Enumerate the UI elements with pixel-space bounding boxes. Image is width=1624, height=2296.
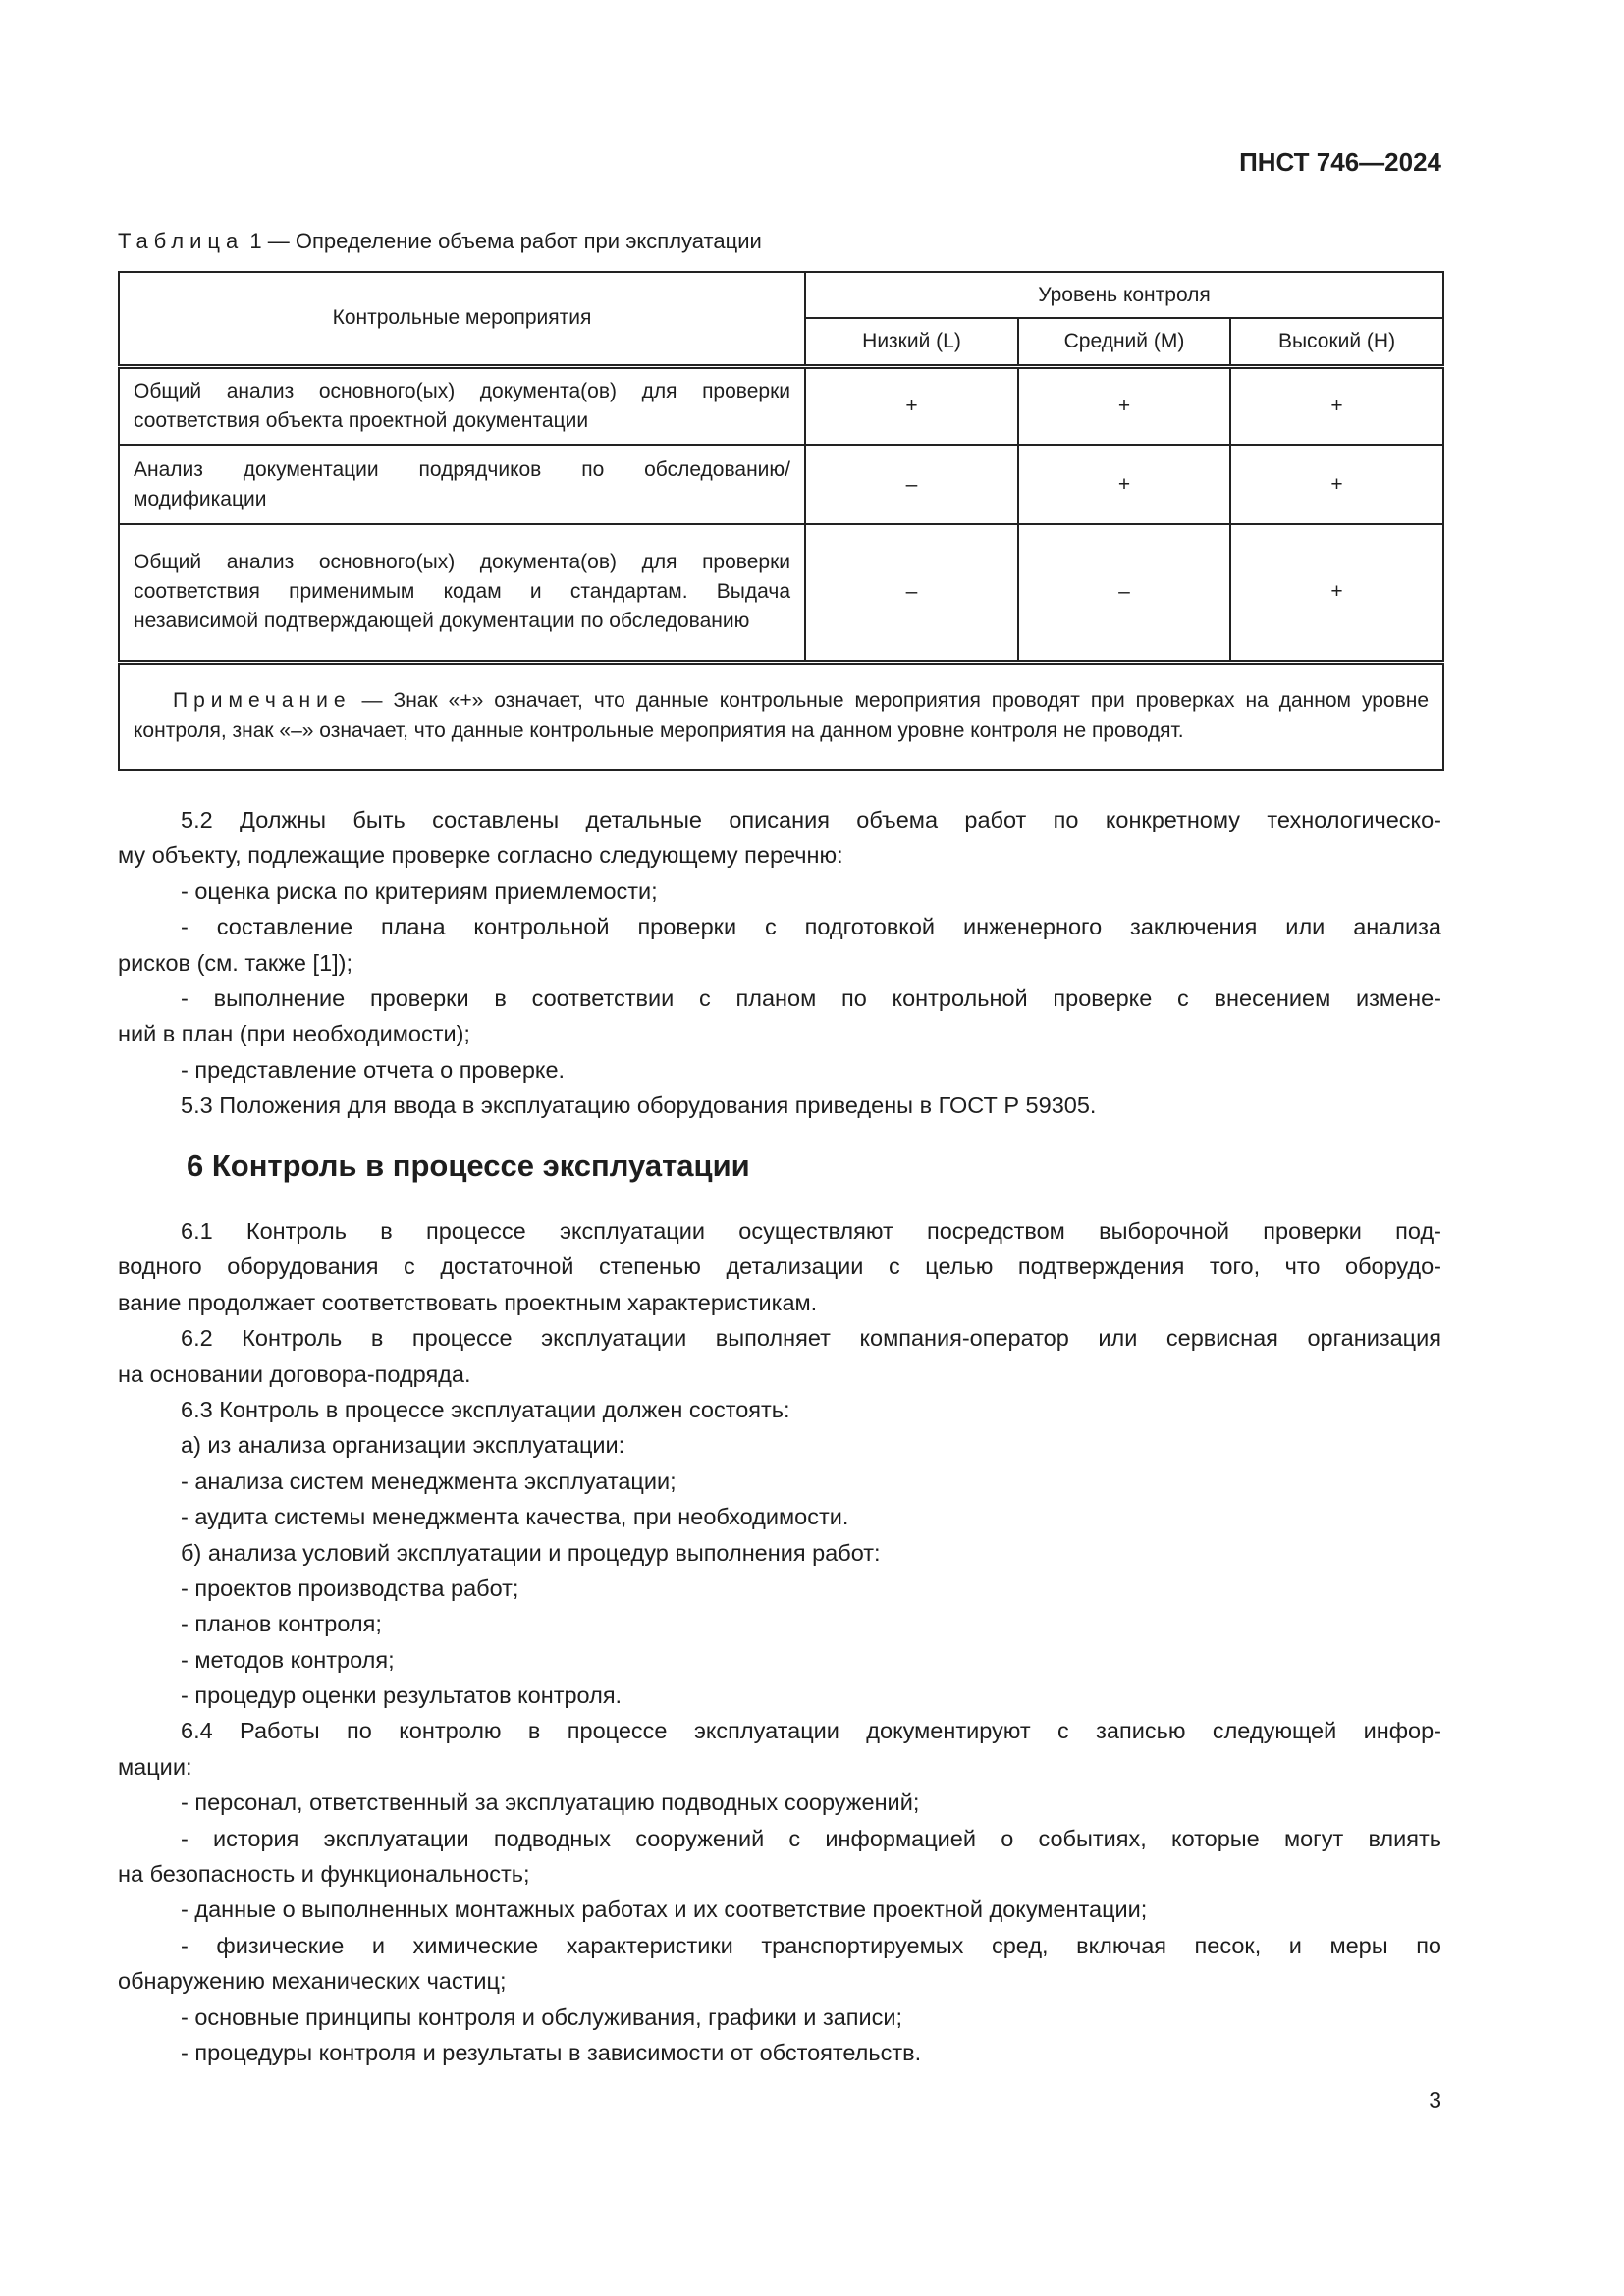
level-medium-cell: + — [1018, 445, 1230, 524]
table-note — [119, 662, 1443, 770]
activity-cell: Анализ документации подрядчиков по обследованию/ модификации — [119, 445, 805, 524]
text-line: водного оборудования с достаточной степенью детализации с целью подтверждения того, что оборудо- — [118, 1254, 1441, 1280]
document-code: ПНСТ 746—2024 — [1239, 147, 1441, 177]
level-medium-cell: + — [1018, 366, 1230, 445]
level-low-cell: – — [805, 524, 1018, 662]
text-line: - планов контроля; — [181, 1611, 382, 1637]
text-line: б) анализа условий эксплуатации и процедур выполнения работ: — [181, 1539, 881, 1566]
text-line: обнаружению механических частиц; — [118, 1968, 507, 1995]
text-line: - основные принципы контроля и обслуживания, графики и записи; — [181, 2003, 903, 2030]
text-line: а) из анализа организации эксплуатации: — [181, 1432, 625, 1459]
text-line: - физические и химические характеристики транспортируемых сред, включая песок, и меры по — [181, 1932, 1441, 1958]
text-line: - методов контроля; — [181, 1646, 395, 1673]
text-line: на безопасность и функциональность; — [118, 1861, 530, 1888]
text-line: - история эксплуатации подводных сооружений с информацией о событиях, которые могут влиять — [181, 1825, 1441, 1851]
text-line: 6.1 Контроль в процессе эксплуатации осуществляют посредством выборочной проверки под- — [181, 1218, 1441, 1244]
text-line: - персонал, ответственный за эксплуатацию подводных сооружений; — [181, 1789, 920, 1816]
section-6-text — [118, 1213, 1441, 2070]
text-line: - проектов производства работ; — [181, 1575, 519, 1601]
section-6-heading: 6 Контроль в процессе эксплуатации — [187, 1148, 750, 1183]
table-caption-label: Таблица — [118, 229, 244, 253]
text-line: на основании договора-подряда. — [118, 1361, 471, 1387]
level-low-cell: – — [805, 445, 1018, 524]
text-line: - составление плана контрольной проверки с подготовкой инженерного заключения или анализа — [181, 914, 1441, 940]
text-line: мации: — [118, 1753, 192, 1780]
text-line: вание продолжает соответствовать проектным характеристикам. — [118, 1289, 818, 1315]
text-line: - оценка риска по критериям приемлемости; — [181, 878, 658, 904]
text-line: 5.3 Положения для ввода в эксплуатацию оборудования приведены в ГОСТ Р 59305. — [181, 1093, 1097, 1119]
text-line: - представление отчета о проверке. — [181, 1056, 566, 1083]
text-line: ний в план (при необходимости); — [118, 1021, 470, 1047]
text-line: - процедуры контроля и результаты в зависимости от обстоятельств. — [181, 2039, 922, 2065]
level-high-cell: + — [1230, 524, 1443, 662]
header-level-high: Высокий (H) — [1230, 318, 1443, 366]
table-row — [119, 524, 1443, 662]
activity-cell: Общий анализ основного(ых) документа(ов) для проверки соответствия применимым кодам и стандартам. Выдача независимой подтверждающей документации по обследованию — [119, 524, 805, 662]
header-level-low: Низкий (L) — [805, 318, 1018, 366]
text-line: 6.2 Контроль в процессе эксплуатации выполняет компания-оператор или сервисная организация — [181, 1325, 1441, 1352]
level-low-cell: + — [805, 366, 1018, 445]
section-5-text — [118, 802, 1441, 1124]
table-caption — [118, 229, 762, 254]
level-medium-cell: – — [1018, 524, 1230, 662]
text-line: 5.2 Должны быть составлены детальные описания объема работ по конкретному технологическо- — [181, 807, 1441, 832]
table-caption-text: 1 — Определение объема работ при эксплуатации — [249, 229, 762, 253]
note-text: — Знак «+» означает, что данные контрольные мероприятия проводят при проверках на данном уровне контроля, знак «–» означает, что данные контрольные мероприятия на данном уровне контроля не проводят. — [134, 688, 1430, 742]
table-row — [119, 366, 1443, 445]
activity-cell: Общий анализ основного(ых) документа(ов) для проверки соответствия объекта проектной документации — [119, 366, 805, 445]
header-activity: Контрольные мероприятия — [119, 272, 805, 366]
text-line: 6.4 Работы по контролю в процессе эксплуатации документируют с записью следующей инфор- — [181, 1718, 1441, 1744]
header-control-level: Уровень контроля — [805, 272, 1443, 318]
control-scope-table — [118, 271, 1444, 771]
level-high-cell: + — [1230, 366, 1443, 445]
level-high-cell: + — [1230, 445, 1443, 524]
text-line: - процедур оценки результатов контроля. — [181, 1682, 623, 1709]
table-row — [119, 445, 1443, 524]
text-line: 6.3 Контроль в процессе эксплуатации должен состоять: — [181, 1396, 790, 1422]
header-level-medium: Средний (M) — [1018, 318, 1230, 366]
text-line: - аудита системы менеджмента качества, при необходимости. — [181, 1504, 849, 1530]
text-line: - данные о выполненных монтажных работах и их соответствие проектной документации; — [181, 1896, 1148, 1923]
page-number: 3 — [1429, 2087, 1441, 2112]
text-line: - выполнение проверки в соответствии с планом по контрольной проверке с внесением измене- — [181, 985, 1441, 1011]
text-line: му объекту, подлежащие проверке согласно следующему перечню: — [118, 842, 843, 869]
note-label: Примечание — [173, 688, 352, 712]
text-line: рисков (см. также [1]); — [118, 949, 353, 976]
text-line: - анализа систем менеджмента эксплуатации; — [181, 1468, 677, 1494]
